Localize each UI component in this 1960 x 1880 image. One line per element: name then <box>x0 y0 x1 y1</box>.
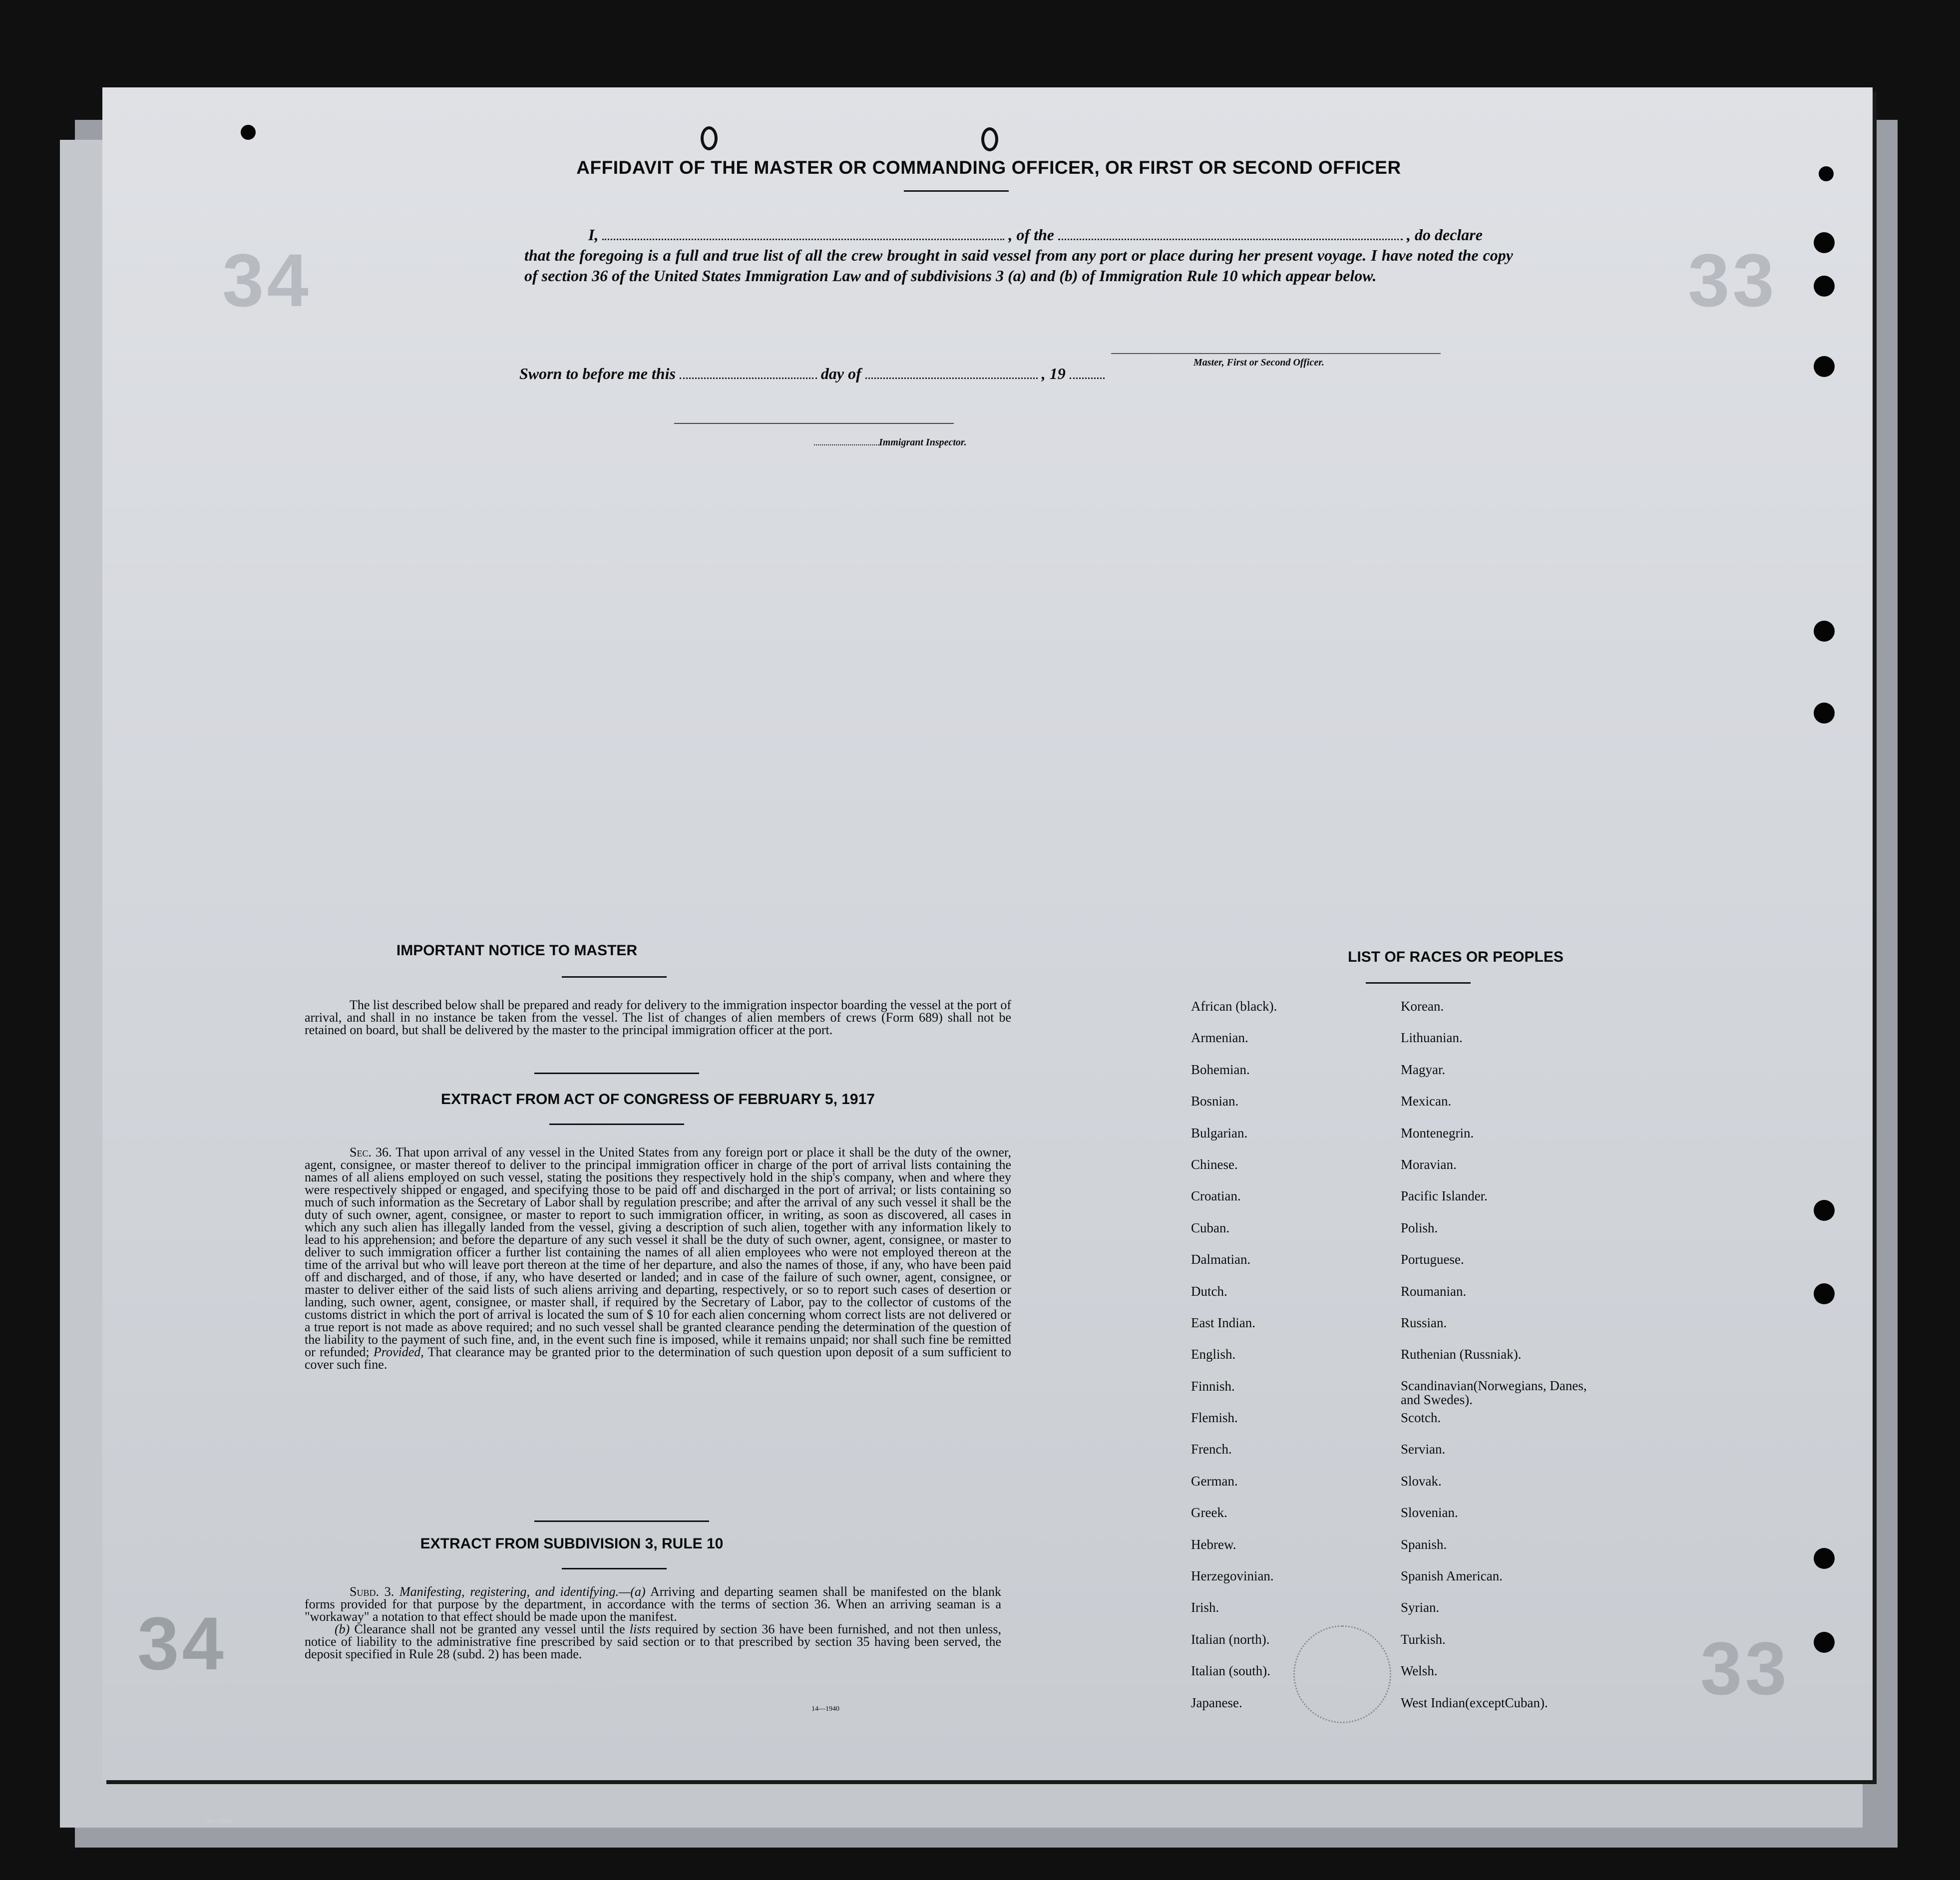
race-item: Polish. <box>1401 1220 1438 1235</box>
sec-label: Sec. 36. <box>350 1145 392 1159</box>
race-item: French. <box>1191 1442 1232 1457</box>
race-item: Bosnian. <box>1191 1094 1239 1109</box>
binder-hole <box>1814 1632 1835 1653</box>
binder-hole <box>241 125 256 140</box>
signature-line[interactable] <box>1111 353 1441 354</box>
race-item: Bulgarian. <box>1191 1125 1248 1140</box>
race-item: Cuban. <box>1191 1220 1230 1235</box>
race-item: Slovak. <box>1401 1473 1442 1489</box>
binder-hole <box>1814 276 1835 297</box>
race-item: Mexican. <box>1401 1094 1452 1109</box>
race-item: English. <box>1191 1347 1236 1362</box>
lists-word: lists <box>629 1622 651 1636</box>
races-column-1 <box>1191 999 1277 1727</box>
act-text <box>305 1146 1011 1371</box>
race-item: Armenian. <box>1191 1030 1248 1046</box>
rule-text-b2: required by section 36 have been furnished, and not then unless, notice of liability to the administrative fine prescribed by said section or to that prescribed by section 35 having been served, the deposit specified in Rule 28 (subd. 2) has been made. <box>305 1622 1002 1661</box>
race-item: Hebrew. <box>1191 1536 1236 1552</box>
race-item: Irish. <box>1191 1600 1219 1615</box>
sworn-line <box>519 365 1105 383</box>
vessel-name-blank[interactable] <box>1058 239 1403 240</box>
race-item: Moravian. <box>1401 1156 1457 1172</box>
provided-word: Provided, <box>373 1345 424 1359</box>
race-item: Dalmatian. <box>1191 1252 1251 1267</box>
race-item: Syrian. <box>1401 1600 1440 1615</box>
race-item: African (black). <box>1191 999 1277 1014</box>
inspector-signature-line[interactable] <box>674 423 954 424</box>
act-body-end: That clearance may be granted prior to the determination of such question upon deposit of a sum sufficient to cover such fine. <box>305 1345 1012 1372</box>
ghost-number-top-left: 34 <box>222 238 312 322</box>
race-item: Montenegrin. <box>1401 1125 1474 1140</box>
section-rule <box>534 1073 699 1074</box>
race-item: Pacific Islander. <box>1401 1188 1488 1204</box>
race-item: Turkish. <box>1401 1631 1446 1647</box>
declare-prefix: I, <box>588 226 599 244</box>
subd-label: Subd. 3. <box>350 1584 394 1599</box>
races-rule <box>1366 982 1471 984</box>
binder-hole <box>1814 356 1835 377</box>
race-item: Spanish American. <box>1401 1568 1503 1584</box>
affidavit-declaration <box>524 225 1543 286</box>
race-item: Servian. <box>1401 1442 1446 1457</box>
race-item: Japanese. <box>1191 1695 1242 1710</box>
rule-rule <box>562 1568 667 1569</box>
race-item: Italian (south). <box>1191 1663 1270 1679</box>
sworn-date-blank[interactable] <box>680 377 817 379</box>
notice-text: The list described below shall be prepared and ready for delivery to the immigration inspector boarding the vessel at the port of arrival, and shall in no instance be taken from the vessel. The list of changes of alien members of crews (Form 689) shall not be retained on board, but shall be delivered by the master to the principal immigration officer at the port. <box>305 998 1011 1037</box>
inspector-caption-row <box>814 437 967 448</box>
race-item: Croatian. <box>1191 1188 1241 1204</box>
affidavit-title: AFFIDAVIT OF THE MASTER OR COMMANDING OFFICER, OR FIRST OR SECOND OFFICER <box>576 157 1401 178</box>
sworn-month-blank[interactable] <box>865 377 1038 379</box>
race-item: Ruthenian (Russniak). <box>1401 1347 1522 1362</box>
races-title: LIST OF RACES OR PEOPLES <box>1348 949 1564 965</box>
race-item: Portuguese. <box>1401 1252 1464 1267</box>
binder-hole <box>1814 1200 1835 1221</box>
race-item: Russian. <box>1401 1315 1447 1330</box>
act-title: EXTRACT FROM ACT OF CONGRESS OF FEBRUARY 5, 1917 <box>441 1091 875 1108</box>
binder-hole <box>1819 166 1834 181</box>
ghost-number-bottom-left: 34 <box>137 1601 227 1685</box>
race-item: Korean. <box>1401 999 1444 1014</box>
race-item: Welsh. <box>1401 1663 1438 1679</box>
race-item: Finnish. <box>1191 1378 1235 1394</box>
act-rule <box>549 1124 684 1125</box>
binder-hole <box>1814 1283 1835 1304</box>
master-name-blank[interactable] <box>602 239 1004 240</box>
binder-hole <box>1814 1548 1835 1569</box>
signature-caption: Master, First or Second Officer. <box>1193 357 1324 368</box>
race-item: Roumanian. <box>1401 1283 1467 1299</box>
race-item: Magyar. <box>1401 1062 1446 1077</box>
bottom-form-number: 14—1940 <box>205 1818 233 1825</box>
manifest-sheet <box>102 87 1873 1780</box>
race-item: Lithuanian. <box>1401 1030 1463 1046</box>
b-label: (b) <box>335 1622 350 1636</box>
notice-title: IMPORTANT NOTICE TO MASTER <box>396 942 638 959</box>
subd-heading: Manifesting, registering, and identifying.—(a) <box>399 1584 646 1599</box>
race-item: Herzegovinian. <box>1191 1568 1274 1584</box>
binder-hole <box>1814 703 1835 724</box>
race-item: Spanish. <box>1401 1536 1447 1552</box>
sworn-year-blank[interactable] <box>1070 377 1105 379</box>
race-item: East Indian. <box>1191 1315 1255 1330</box>
ghost-number-top-right: 33 <box>1688 238 1777 322</box>
rule-text-b1: Clearance shall not be granted any vessel until the <box>354 1622 625 1636</box>
binder-hole <box>1814 232 1835 253</box>
race-item: Chinese. <box>1191 1156 1238 1172</box>
binder-ring <box>701 126 718 150</box>
binder-ring <box>981 127 998 151</box>
race-item: Dutch. <box>1191 1283 1227 1299</box>
race-item: German. <box>1191 1473 1238 1489</box>
title-rule <box>904 190 1009 192</box>
race-item: Scotch. <box>1401 1410 1441 1426</box>
race-item: Italian (north). <box>1191 1631 1270 1647</box>
race-item: Slovenian. <box>1401 1505 1458 1520</box>
inspector-caption: Immigrant Inspector. <box>879 437 967 448</box>
faint-stamp <box>1293 1625 1391 1723</box>
sworn-day: day of <box>820 365 861 382</box>
rule-form-number: 14—1940 <box>811 1705 839 1713</box>
rule-text-a: Arriving and departing seamen shall be manifested on the blank forms provided for that purpose by the department, in accordance with the terms of section 36. When an arriving seaman is a "workaway" a notation to that effect should be made upon the manifest. <box>305 1584 1002 1624</box>
races-column-2 <box>1401 999 1600 1727</box>
sworn-prefix: Sworn to before me this <box>519 365 676 382</box>
race-item: Flemish. <box>1191 1410 1238 1426</box>
sworn-year: , 19 <box>1041 365 1066 382</box>
race-item: Greek. <box>1191 1505 1227 1520</box>
race-item: Scandinavian(Norwegians, Danes, and Swedes). <box>1401 1378 1587 1407</box>
race-item: West Indian(exceptCuban). <box>1401 1695 1548 1710</box>
race-item: Bohemian. <box>1191 1062 1250 1077</box>
rule-title: EXTRACT FROM SUBDIVISION 3, RULE 10 <box>420 1535 724 1552</box>
notice-rule <box>562 976 667 978</box>
section-rule <box>534 1520 709 1522</box>
rule-text <box>305 1585 1001 1660</box>
declaration-body: that the foregoing is a full and true list of all the crew brought in said vessel from any port or place during her present voyage. I have noted the copy of section 36 of the United States Immigration Law and of subdivisions 3 (a) and (b) of Immigration Rule 10 which appear below. <box>524 246 1513 285</box>
declare-middle: , of the <box>1008 226 1054 244</box>
act-body: That upon arrival of any vessel in the United States from any foreign port or place it shall be the duty of the owner, agent, consignee, or master thereof to deliver to the principal immigration officer in charge of the port of arrival lists containing the names of all aliens employed on such vessel, stating the positions they respectively hold in the ship's company, when and where they were respectively shipped or engaged, and specifying those to be paid off and discharged in the port of arrival; or lists containing so much of such information as the Secretary of Labor shall by regulation prescribe; and after the arrival of any such vessel it shall be the duty of such owner, agent, consignee, or master to report to such immigration officer, in writing, as soon as discovered, all cases in which any such alien has illegally landed from the vessel, giving a description of such alien, together with any information likely to lead to his apprehension; and before the departure of any such vessel it shall be the duty of such owner, agent, consignee, or master to deliver to such immigration officer a further list containing the names of all alien employees who were not employed thereon at the time of the arrival but who will leave port thereon at the time of her departure, and also the names of those, if any, who have been paid off and discharged, and of those, if any, who have deserted or landed; and in case of the failure of such owner, agent, consignee, or master to deliver either of the said lists of such aliens arriving and departing, respectively, or so to report such cases of desertion or landing, such owner, agent, consignee, or master shall, if required by the Secretary of Labor, pay to the collector of customs of the customs district in which the port of arrival is located the sum of $ 10 for each alien concerning whom correct lists are not delivered or a true report is not made as above required; and no such vessel shall be granted clearance pending the determination of the question of the liability to the payment of such fine, and, in the event such fine is imposed, while it remains unpaid; nor shall such fine be remitted or refunded; <box>305 1145 1011 1359</box>
ghost-number-bottom-right: 33 <box>1700 1626 1790 1710</box>
declare-suffix: , do declare <box>1407 226 1483 244</box>
binder-hole <box>1814 621 1835 642</box>
